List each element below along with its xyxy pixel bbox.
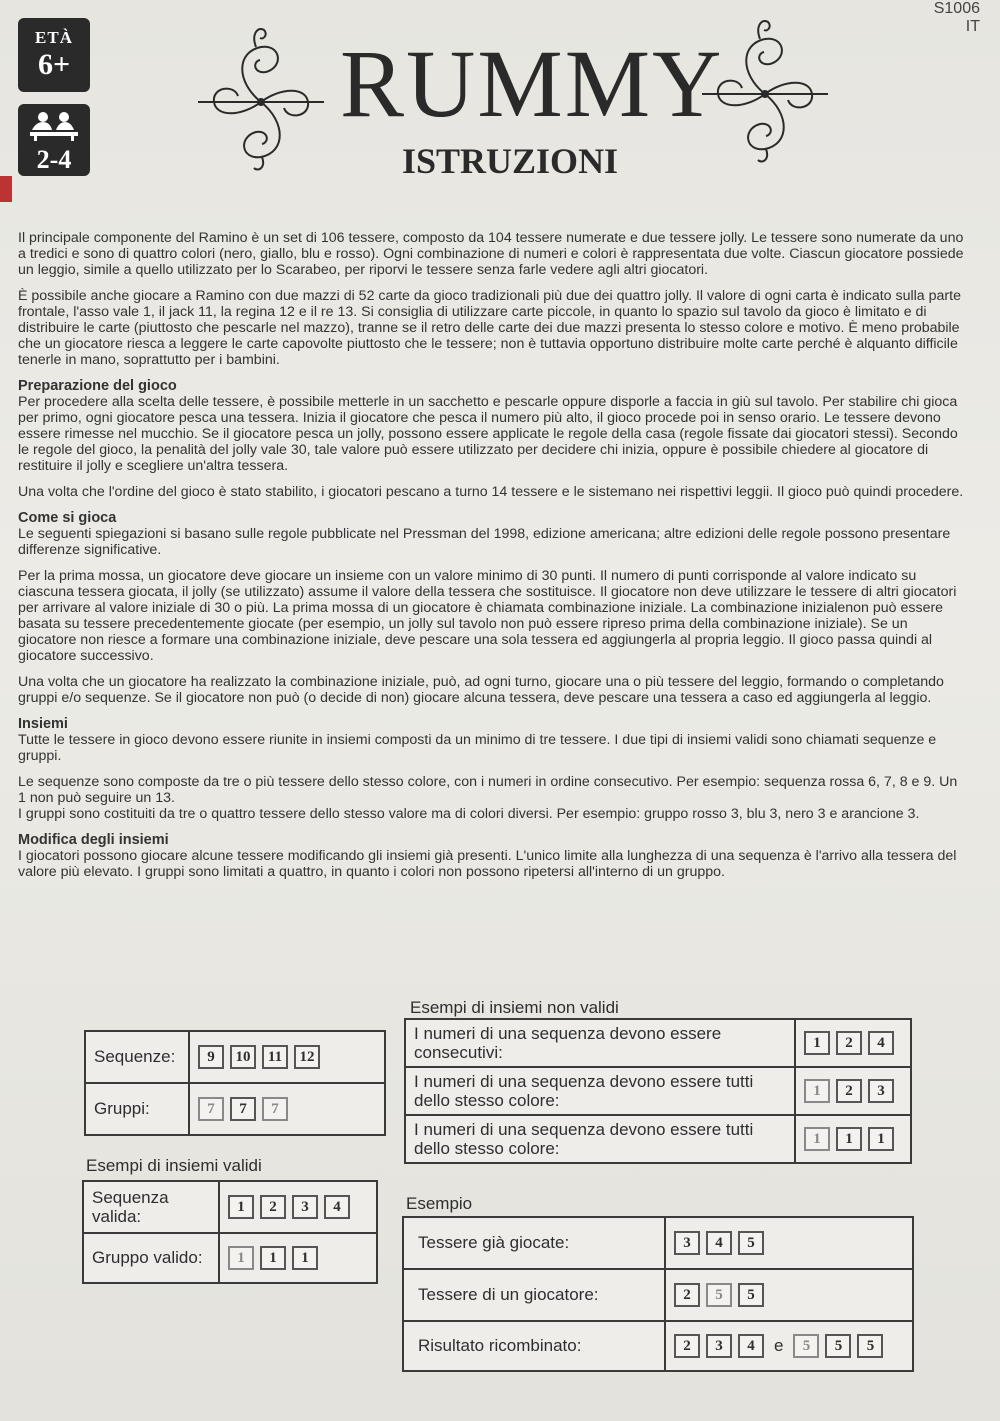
tile: 2 bbox=[836, 1079, 862, 1103]
table-row bbox=[85, 1031, 385, 1083]
set-types-table bbox=[84, 1030, 386, 1136]
age-badge bbox=[18, 18, 90, 92]
invalid-sets-table bbox=[404, 1018, 912, 1164]
tile-group bbox=[219, 1233, 377, 1283]
tile-group bbox=[665, 1217, 913, 1269]
tile: 3 bbox=[868, 1079, 894, 1103]
tile: 2 bbox=[260, 1195, 286, 1219]
heading-sets: Insiemi bbox=[18, 716, 68, 732]
tile: 7 bbox=[230, 1097, 256, 1121]
tile: 4 bbox=[868, 1031, 894, 1055]
players-icon bbox=[26, 110, 82, 142]
table-row bbox=[83, 1181, 377, 1233]
tile-group bbox=[189, 1031, 385, 1083]
row-label: Tessere già giocate: bbox=[403, 1217, 665, 1269]
tile: 4 bbox=[706, 1231, 732, 1255]
row-label: I numeri di una sequenza devono essere tutti dello stesso colore: bbox=[405, 1115, 795, 1163]
box-edge bbox=[0, 176, 12, 202]
paragraph-groups: I gruppi sono costituiti da tre o quattro tessere dello stesso valore ma di colori diversi. Per esempio: gruppo rosso 3, blu 3, nero 3 e arancione 3. bbox=[18, 806, 920, 822]
row-label: I numeri di una sequenza devono essere tutti dello stesso colore: bbox=[405, 1067, 795, 1115]
tile: 7 bbox=[262, 1097, 288, 1121]
example-table bbox=[402, 1216, 914, 1372]
tile: 3 bbox=[674, 1231, 700, 1255]
tile: 1 bbox=[260, 1246, 286, 1270]
table-row bbox=[405, 1067, 911, 1115]
players-badge bbox=[18, 104, 90, 176]
example-caption: Esempio bbox=[406, 1194, 473, 1213]
paragraph-rules-source: Le seguenti spiegazioni si basano sulle regole pubblicate nel Pressman del 1998, edizione americana; altre edizioni delle regole possono presentare differenze significative. bbox=[18, 526, 951, 558]
age-value: 6+ bbox=[37, 48, 71, 81]
paragraph-sequences: Le sequenze sono composte da tre o più tessere dello stesso colore, con i numeri in ordine consecutivo. Per esempio: sequenza rossa 6, 7, 8 e 9. Un 1 non può seguire un 13. bbox=[18, 774, 958, 806]
table-row bbox=[83, 1233, 377, 1283]
tile: 1 bbox=[292, 1246, 318, 1270]
tile: 3 bbox=[706, 1334, 732, 1358]
table-row bbox=[403, 1321, 913, 1371]
tile: 1 bbox=[804, 1127, 830, 1151]
instructions-body bbox=[18, 200, 968, 890]
paragraph-intro: Il principale componente del Ramino è un set di 106 tessere, composto da 104 tessere numerate e due tessere jolly. Le tessere sono numerate da uno a tredici e sono di quattro colori (nero, giallo, blu e rosso). Ogni combinazione di numeri e colori è rappresentata due volte. Ciascun giocatore possiede un leggio, simile a quello utilizzato per lo Scarabeo, per riporvi le tessere senza farle vedere agli altri giocatori. bbox=[18, 230, 964, 278]
tile: 5 bbox=[793, 1334, 819, 1358]
tile: 1 bbox=[228, 1246, 254, 1270]
tile: 12 bbox=[294, 1045, 320, 1069]
paragraph-preparation: Per procedere alla scelta delle tessere, è possibile metterle in un sacchetto e pescarle oppure disporle a faccia in giù sul tavolo. Per stabilire chi gioca per primo, ogni giocatore pesca una tessera. Inizia il giocatore che pesca il numero più alto, il gioco procede poi in senso orario. Le tessere devono essere rimesse nel mucchio. Se il giocatore pesca un jolly, possono essere applicate le regole della casa (regole fissate dai giocatori stessi). Secondo le regole del gioco, la penalità del jolly vale 30, tale valore può essere utilizzato per decidere chi inizia, oppure è possibile chiedere al giocatore di restituire il jolly e scegliere un'altra tessera. bbox=[18, 394, 958, 474]
row-label: Sequenza valida: bbox=[83, 1181, 219, 1233]
product-code-number: S1006 bbox=[933, 0, 980, 17]
page-subtitle: ISTRUZIONI bbox=[402, 141, 619, 181]
product-code bbox=[934, 0, 980, 36]
tile: 2 bbox=[836, 1031, 862, 1055]
tile: 1 bbox=[836, 1127, 862, 1151]
tile: 1 bbox=[228, 1195, 254, 1219]
paragraph-turns: Una volta che un giocatore ha realizzato la combinazione iniziale, può, ad ogni turno, giocare una o più tessere del leggio, formando o completando gruppi e/o sequenze. Se il giocatore non può (o decide di non) giocare alcuna tessera, deve pescare una tessera a caso ed aggiungerla al leggio. bbox=[18, 674, 944, 706]
row-label: Tessere di un giocatore: bbox=[403, 1269, 665, 1321]
page-title: RUMMY bbox=[340, 30, 724, 137]
row-label: Risultato ricombinato: bbox=[403, 1321, 665, 1371]
table-row bbox=[403, 1217, 913, 1269]
tile: 4 bbox=[324, 1195, 350, 1219]
tile: 9 bbox=[198, 1045, 224, 1069]
paragraph-modify-sets: I giocatori possono giocare alcune tessere modificando gli insiemi già presenti. L'unico limite alla lunghezza di una sequenza è l'arrivo alla tessera del valore più elevato. I gruppi sono limitati a quattro, in quanto i colori non possono ripetersi all'interno di un gruppo. bbox=[18, 848, 957, 880]
ornament-left-icon bbox=[196, 22, 326, 172]
tile: 5 bbox=[706, 1283, 732, 1307]
tile: 1 bbox=[804, 1031, 830, 1055]
tile: 1 bbox=[868, 1127, 894, 1151]
row-label: Gruppi: bbox=[85, 1083, 189, 1135]
age-label: ETÀ bbox=[35, 28, 73, 47]
valid-sets-caption: Esempi di insiemi validi bbox=[86, 1156, 262, 1175]
tile: 5 bbox=[857, 1334, 883, 1358]
tile: 5 bbox=[738, 1283, 764, 1307]
tile: 5 bbox=[825, 1334, 851, 1358]
invalid-sets-caption: Esempi di insiemi non validi bbox=[410, 998, 619, 1017]
tile-group bbox=[665, 1269, 913, 1321]
paragraph-cards: È possibile anche giocare a Ramino con due mazzi di 52 carte da gioco tradizionali più due dei quattro jolly. Il valore di ogni carta è indicato sulla parte frontale, l'asso vale 1, il jack 11, la regina 12 e il re 13. Si consiglia di utilizzare carte piccole, in quanto lo spazio sul tavolo da gioco è limitato e di distribuire le carte (piuttosto che pescarle nel mazzo), tranne se il retro delle carte dei due mazzi presenta lo stesso colore e motivo. È meno probabile che un giocatore riesca a leggere le carte capovolte piuttosto che le tessere; non è tuttavia opportuno distribuire molte carte perché è alquanto difficile tenerle in mano, soprattutto per i bambini. bbox=[18, 288, 961, 368]
tile: 2 bbox=[674, 1334, 700, 1358]
tile: 2 bbox=[674, 1283, 700, 1307]
ornament-right-icon bbox=[700, 14, 830, 164]
tile-group bbox=[665, 1321, 913, 1371]
tile: 5 bbox=[738, 1231, 764, 1255]
valid-sets-table bbox=[82, 1180, 378, 1284]
tile: 1 bbox=[804, 1079, 830, 1103]
paragraph-first-move: Per la prima mossa, un giocatore deve giocare un insieme con un valore minimo di 30 punti. Il numero di punti corrisponde al valore indicato su ciascuna tessera giocata, il jolly (se utilizzato) assume il valore della tessera che sostituisce. Il giocatore non deve utilizzare le tessere di altri giocatori per arrivare al valore iniziale di 30 o più. La prima mossa di un giocatore è chiamata combinazione iniziale. La combinazione inizialenon può essere basata su tessere precedentemente giocate (per esempio, un jolly sul tavolo non può essere ripreso prima della combinazione iniziale). Se un giocatore non riesce a formare una combinazione iniziale, deve pescare una sola tessera ed aggiungerla al propria leggio. Il gioco passa quindi al giocatore successivo. bbox=[18, 568, 957, 664]
row-label: Sequenze: bbox=[85, 1031, 189, 1083]
tile: 4 bbox=[738, 1334, 764, 1358]
table-row bbox=[403, 1269, 913, 1321]
table-row bbox=[85, 1083, 385, 1135]
tile-group bbox=[189, 1083, 385, 1135]
tile: 7 bbox=[198, 1097, 224, 1121]
tile-group bbox=[795, 1019, 911, 1067]
table-row bbox=[405, 1019, 911, 1067]
tile-group bbox=[795, 1115, 911, 1163]
tile: 11 bbox=[262, 1045, 288, 1069]
tile-group bbox=[219, 1181, 377, 1233]
row-label: I numeri di una sequenza devono essere consecutivi: bbox=[405, 1019, 795, 1067]
tile: 3 bbox=[292, 1195, 318, 1219]
joiner-text: e bbox=[774, 1336, 784, 1355]
table-row bbox=[405, 1115, 911, 1163]
paragraph-order: Una volta che l'ordine del gioco è stato stabilito, i giocatori pescano a turno 14 tessere e le sistemano nei rispettivi leggii. Il gioco può quindi procedere. bbox=[18, 484, 964, 500]
heading-modify-sets: Modifica degli insiemi bbox=[18, 832, 169, 848]
paragraph-sets: Tutte le tessere in gioco devono essere riunite in insiemi composti da un minimo di tre tessere. I due tipi di insiemi validi sono chiamati sequenze e gruppi. bbox=[18, 732, 937, 764]
row-label: Gruppo valido: bbox=[83, 1233, 219, 1283]
heading-preparation: Preparazione del gioco bbox=[18, 378, 177, 394]
language-code: IT bbox=[965, 18, 980, 35]
heading-how-to-play: Come si gioca bbox=[18, 510, 117, 526]
players-value: 2-4 bbox=[36, 145, 72, 174]
tile-group bbox=[795, 1067, 911, 1115]
tile: 10 bbox=[230, 1045, 256, 1069]
